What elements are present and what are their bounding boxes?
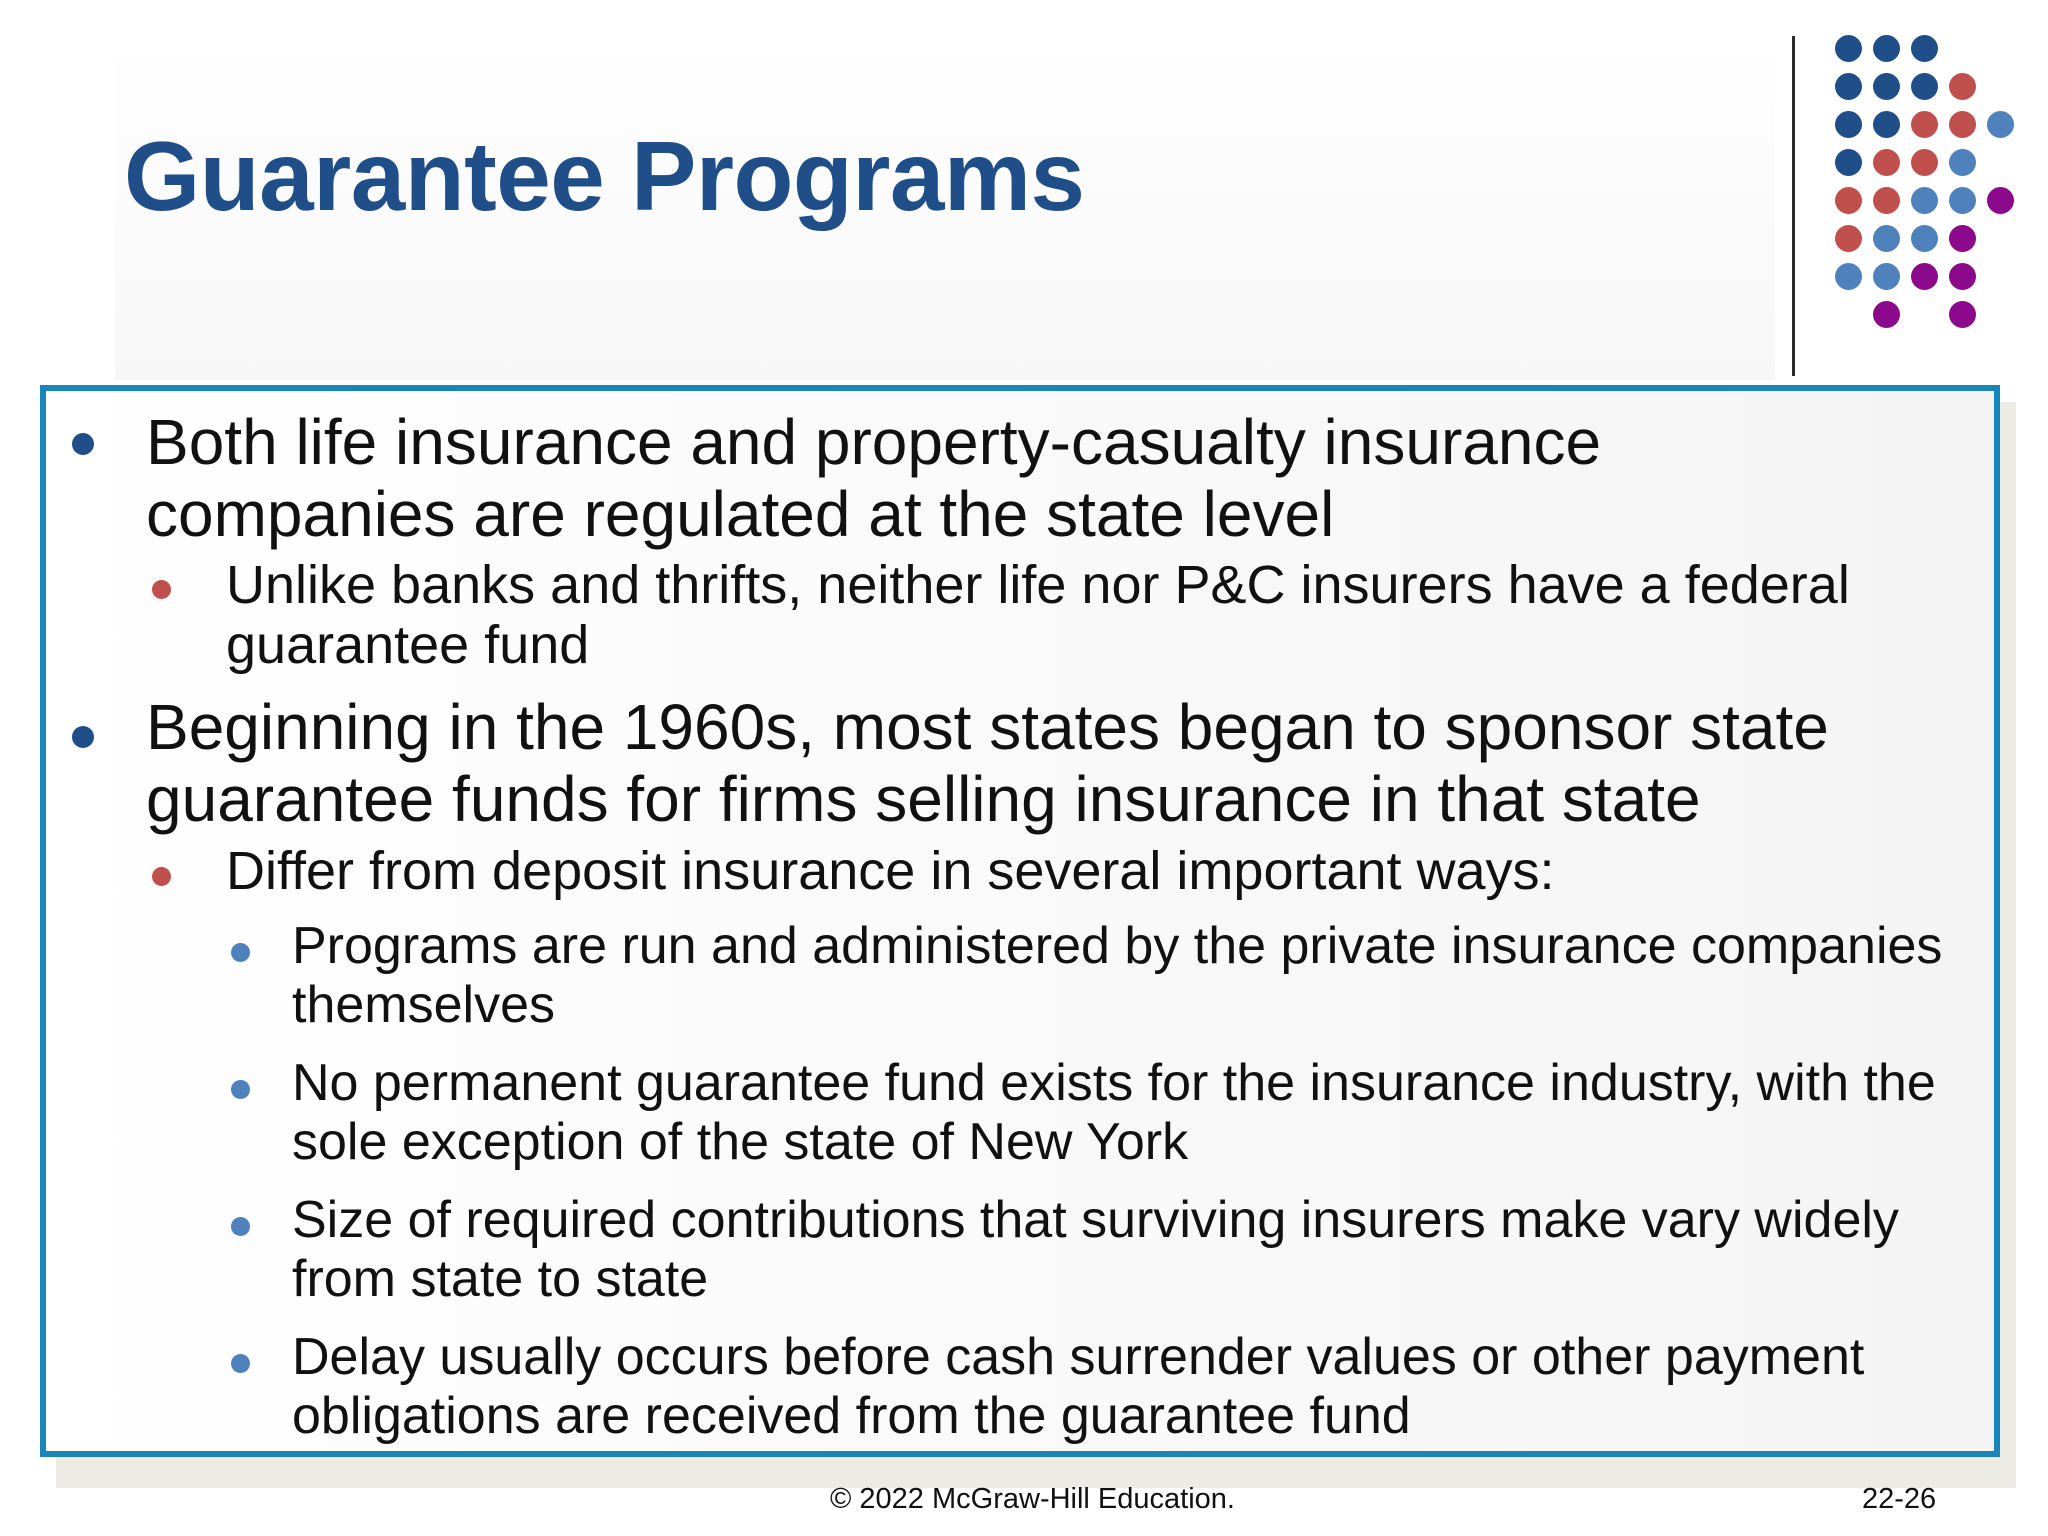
bullet-level-2: Differ from deposit insurance in several important ways:: [226, 841, 1555, 901]
decorative-dot: [1835, 35, 1862, 62]
decorative-dot: [1873, 187, 1900, 214]
content-box: [40, 385, 2000, 1457]
bullet-level-1: Beginning in the 1960s, most states began to sponsor state guarantee funds for firms selling insurance in that state: [146, 691, 1829, 835]
decorative-dot: [1911, 187, 1938, 214]
decorative-dot: [1949, 73, 1976, 100]
decorative-dot: [1911, 263, 1938, 290]
decorative-dot: [1835, 263, 1862, 290]
decorative-dot: [1835, 225, 1862, 252]
decorative-dot: [1911, 225, 1938, 252]
bullet-marker: [72, 726, 94, 748]
bullet-level-2: Unlike banks and thrifts, neither life nor P&C insurers have a federal guarantee fund: [226, 555, 1850, 675]
decorative-dot: [1873, 263, 1900, 290]
bullet-level-3: Size of required contributions that surviving insurers make vary widely from state to state: [292, 1191, 1899, 1308]
decorative-dot: [1911, 111, 1938, 138]
decorative-dot: [1949, 187, 1976, 214]
decorative-dot: [1873, 225, 1900, 252]
decorative-dot: [1873, 111, 1900, 138]
decorative-dot: [1835, 149, 1862, 176]
bullet-marker: [72, 433, 94, 455]
bullet-marker: [231, 1080, 250, 1099]
page-title: Guarantee Programs: [124, 121, 1085, 231]
decorative-dot: [1987, 187, 2014, 214]
copyright-footer: © 2022 McGraw-Hill Education.: [830, 1483, 1235, 1515]
decorative-dot: [1835, 187, 1862, 214]
decorative-dot: [1873, 301, 1900, 328]
bullet-marker: [152, 580, 171, 599]
bullet-marker: [231, 1354, 250, 1373]
decorative-dot: [1873, 149, 1900, 176]
decorative-dot: [1949, 301, 1976, 328]
decorative-dot: [1949, 225, 1976, 252]
page-number: 22-26: [1862, 1483, 1937, 1515]
bullet-marker: [231, 1217, 250, 1236]
decorative-dot: [1949, 263, 1976, 290]
decorative-dot: [1949, 149, 1976, 176]
decorative-dot: [1835, 111, 1862, 138]
decorative-dot: [1873, 35, 1900, 62]
bullet-level-1: Both life insurance and property-casualty insurance companies are regulated at the state level: [146, 406, 1602, 550]
bullet-marker: [231, 943, 250, 962]
bullet-level-3: Delay usually occurs before cash surrender values or other payment obligations are received from the guarantee fund: [292, 1328, 1865, 1445]
decorative-dot: [1987, 111, 2014, 138]
decorative-dot: [1873, 73, 1900, 100]
bullet-level-3: No permanent guarantee fund exists for the insurance industry, with the sole exception of the state of New York: [292, 1054, 1936, 1171]
decorative-dot: [1911, 35, 1938, 62]
title-divider-line: [1792, 36, 1795, 376]
decorative-dot: [1949, 111, 1976, 138]
decorative-dot: [1835, 73, 1862, 100]
bullet-level-3: Programs are run and administered by the private insurance companies themselves: [292, 917, 1943, 1034]
bullet-marker: [152, 867, 171, 886]
decorative-dot: [1911, 149, 1938, 176]
decorative-dot: [1911, 73, 1938, 100]
